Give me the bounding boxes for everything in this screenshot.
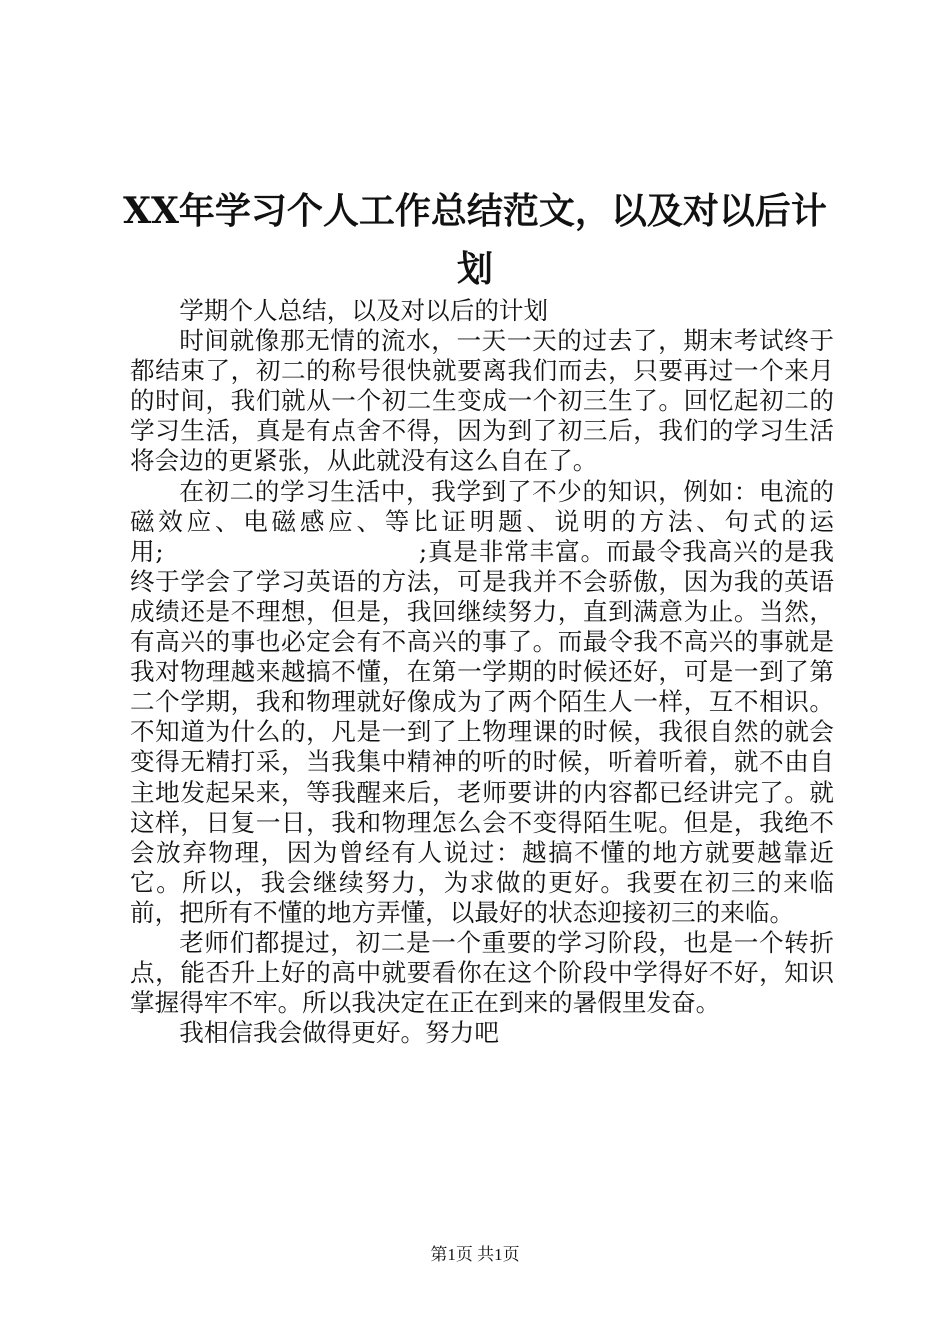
- paragraph-subtitle: 学期个人总结，以及对以后的计划: [179, 296, 549, 325]
- paragraph: 在初二的学习生活中，我学到了不少的知识，例如：电流的磁效应、电磁感应、等比证明题、说明的方法、句式的运用; ;真是非常丰富。而最令我高兴的是我终于学会了学习英语的方法，可是我并不会骄傲，因为我的英语成绩还是不理想，但是，我回继续努力，直到满意为止。当然，有高兴的事也必定会有不高兴的事了。而最令我不高兴的事就是我对物理越来越搞不懂，在第一学期的时候还好，可是一到了第二个学期，我和物理就好像成为了两个陌生人一样，互不相识。不知道为什么的，凡是一到了上物理课的时候，我很自然的就会变得无精打采，当我集中精神的听的时候，听着听着，就不由自主地发起呆来，等我醒来后，老师要讲的内容都已经讲完了。就这样，日复一日，我和物理怎么会不变得陌生呢。但是，我绝不会放弃物理，因为曾经有人说过：越搞不懂的地方就要越靠近它。所以，我会继续努力，为求做的更好。我要在初三的来临前，把所有不懂的地方弄懂，以最好的状态迎接初三的来临。: [130, 476, 834, 927]
- paragraph: 时间就像那无情的流水，一天一天的过去了，期末考试终于都结束了，初二的称号很快就要离我们而去，只要再过一个来月的时间，我们就从一个初二生变成一个初三生了。回忆起初二的学习生活，真是有点舍不得，因为到了初三后，我们的学习生活将会边的更紧张，从此就没有这么自在了。: [130, 326, 834, 476]
- paragraph: 我相信我会做得更好。努力吧: [179, 1018, 499, 1048]
- paragraph: 老师们都提过，初二是一个重要的学习阶段，也是一个转折点，能否升上好的高中就要看你在这个阶段中学得好不好，知识掌握得牢不牢。所以我决定在正在到来的暑假里发奋。: [130, 927, 834, 1018]
- document-title: XX年学习个人工作总结范文，以及对以后计划: [123, 190, 827, 290]
- document-body: [130, 296, 834, 1048]
- page-footer: 第1页 共1页: [430, 1245, 520, 1264]
